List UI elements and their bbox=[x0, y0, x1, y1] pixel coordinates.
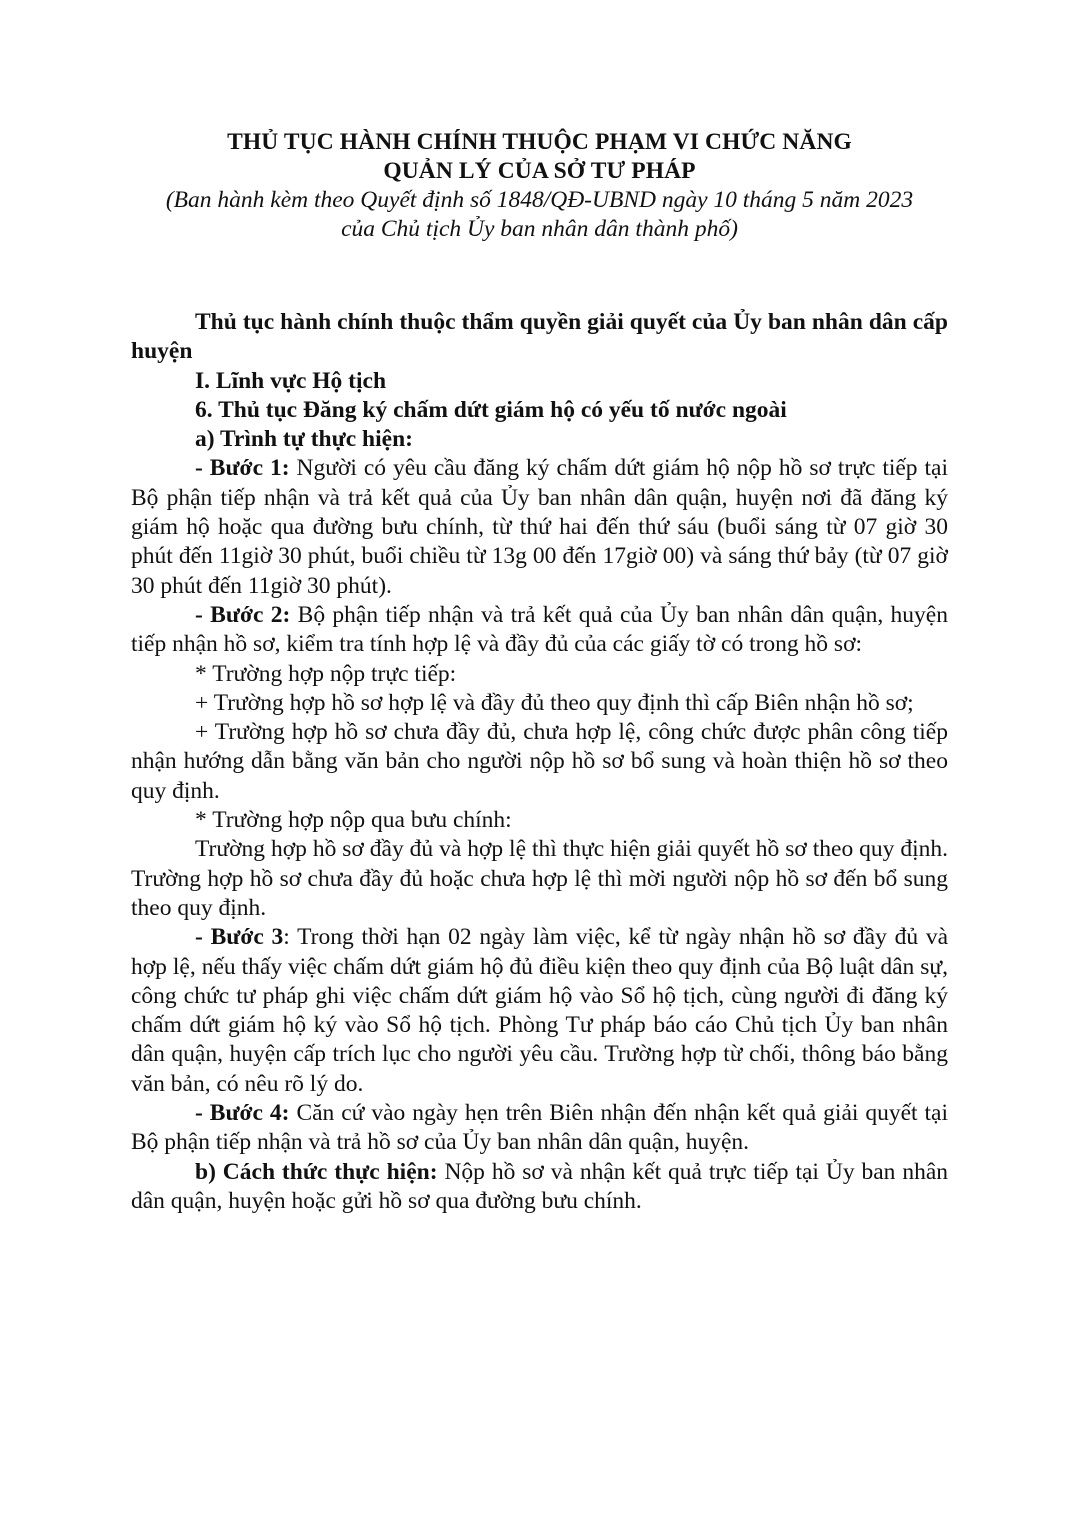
step-2-text: Bộ phận tiếp nhận và trả kết quả của Ủy ban nhân dân quận, huyện tiếp nhận hồ sơ, kiểm tra tính hợp lệ và đầy đủ của các giấy tờ có trong hồ sơ: bbox=[131, 601, 948, 658]
direct-case-heading: * Trường hợp nộp trực tiếp: bbox=[195, 660, 457, 687]
subtitle-line-1: (Ban hành kèm theo Quyết định số 1848/QĐ-UBND ngày 10 tháng 5 năm 2023 bbox=[165, 187, 914, 213]
document-header bbox=[131, 0, 948, 244]
step-4-label: - Bước 4: bbox=[195, 1100, 290, 1127]
method-text: Nộp hồ sơ và nhận kết quả trực tiếp tại Ủy ban nhân dân quận, huyện hoặc gửi hồ sơ qua đường bưu chính. bbox=[131, 1158, 949, 1214]
direct-invalid-paragraph: + Trường hợp hồ sơ chưa đầy đủ, chưa hợp lệ, công chức được phân công tiếp nhận hướng dẫn bằng văn bản cho người nộp hồ sơ bổ sung và hoàn thiện hồ sơ theo quy định. bbox=[131, 719, 948, 804]
sequence-heading: a) Trình tự thực hiện: bbox=[195, 426, 413, 453]
document-body bbox=[131, 308, 948, 1216]
title-line-2: QUẢN LÝ CỦA SỞ TƯ PHÁP bbox=[383, 158, 696, 184]
step-2-paragraph bbox=[131, 601, 948, 660]
subtitle-line-2: của Chủ tịch Ủy ban nhân dân thành phố) bbox=[341, 216, 738, 242]
step-1-paragraph bbox=[131, 454, 948, 600]
title-line-1: THỦ TỤC HÀNH CHÍNH THUỘC PHẠM VI CHỨC NĂNG bbox=[227, 129, 852, 155]
step-3-label: - Bước 3 bbox=[195, 924, 284, 951]
step-3-text: : Trong thời hạn 02 ngày làm việc, kể từ ngày nhận hồ sơ đầy đủ và hợp lệ, nếu thấy việc chấm dứt giám hộ đủ điều kiện theo quy định của Bộ luật dân sự, công chức tư pháp ghi việc chấm dứt giám hộ vào Sổ hộ tịch, cùng người đi đăng ký chấm dứt giám hộ ký vào Sổ hộ tịch. Phòng Tư pháp báo cáo Chủ tịch Ủy ban nhân dân quận, huyện cấp trích lục cho người yêu cầu. Trường hợp từ chối, thông báo bằng văn bản, có nêu rõ lý do. bbox=[131, 924, 948, 1097]
postal-paragraph: Trường hợp hồ sơ đầy đủ và hợp lệ thì thực hiện giải quyết hồ sơ theo quy định. Trường hợp hồ sơ chưa đầy đủ hoặc chưa hợp lệ thì mời người nộp hồ sơ đến bổ sung theo quy định. bbox=[131, 836, 948, 921]
step-4-text: Căn cứ vào ngày hẹn trên Biên nhận đến nhận kết quả giải quyết tại Bộ phận tiếp nhận và trả hồ sơ của Ủy ban nhân dân quận, huyện. bbox=[131, 1100, 948, 1156]
step-2-label: - Bước 2: bbox=[195, 601, 291, 628]
postal-case-heading: * Trường hợp nộp qua bưu chính: bbox=[195, 807, 512, 834]
step-3-paragraph bbox=[131, 923, 948, 1099]
method-paragraph bbox=[131, 1158, 948, 1217]
field-heading: I. Lĩnh vực Hộ tịch bbox=[195, 367, 387, 394]
procedure-heading: 6. Thủ tục Đăng ký chấm dứt giám hộ có yếu tố nước ngoài bbox=[195, 396, 787, 423]
step-1-label: - Bước 1: bbox=[195, 455, 290, 482]
method-label: b) Cách thức thực hiện: bbox=[195, 1158, 438, 1185]
direct-valid-paragraph: + Trường hợp hồ sơ hợp lệ và đầy đủ theo quy định thì cấp Biên nhận hồ sơ; bbox=[195, 689, 914, 716]
section-heading: Thủ tục hành chính thuộc thẩm quyền giải quyết của Ủy ban nhân dân cấp huyện bbox=[131, 309, 948, 365]
step-4-paragraph bbox=[131, 1099, 948, 1158]
step-1-text: Người có yêu cầu đăng ký chấm dứt giám hộ nộp hồ sơ trực tiếp tại Bộ phận tiếp nhận và trả kết quả của Ủy ban nhân dân quận, huyện nơi đã đăng ký giám hộ hoặc qua đường bưu chính, từ thứ hai đến thứ sáu (buổi sáng từ 07 giờ 30 phút đến 11giờ 30 phút, buổi chiều từ 13g 00 đến 17giờ 00) và sáng thứ bảy (từ 07 giờ 30 phút đến 11giờ 30 phút). bbox=[131, 455, 948, 599]
